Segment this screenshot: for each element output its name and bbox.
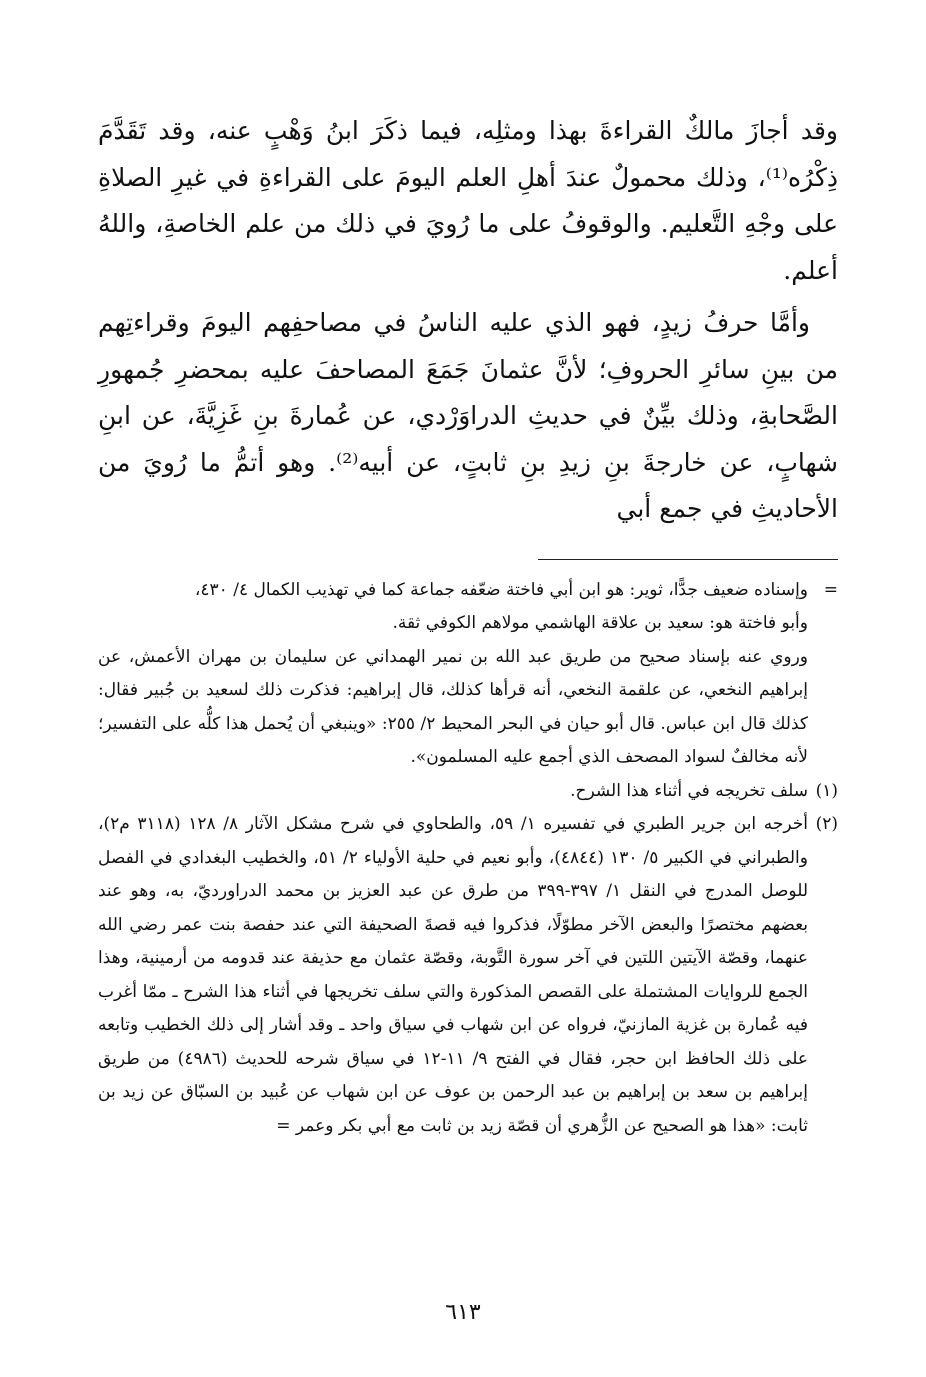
footnotes	[98, 574, 838, 1144]
continuation-marker: =	[823, 579, 838, 600]
main-text	[98, 108, 838, 533]
footnote-2	[98, 808, 838, 1143]
footnote-continued-paragraph: وروي عنه بإسناد صحيح من طريق عبد الله بن نمير الهمداني عن سليمان بن مهران الأعمش، عن إبراهيم النخعي، عن علقمة النخعي، أنه قرأها كذلك، قال إبراهيم: فذكرت ذلك لسعيد بن جُبير فقال: كذلك قال ابن عباس. قال أبو حيان في البحر المحيط ٢/ ٢٥٥: «وينبغي أن يُحمل هذا كلُّه على التفسير؛ لأنه مخالفٌ لسواد المصحف الذي أجمع عليه المسلمون».	[98, 646, 808, 767]
footnote-1-text: سلف تخريجه في أثناء هذا الشرح.	[570, 780, 808, 801]
footnote-continued-line-1: وإسناده ضعيف جدًّا، ثوير: هو ابن أبي فاختة ضعّفه جماعة كما في تهذيب الكمال ٤/ ٤٣٠،	[194, 579, 808, 600]
footnote-continued-line-2: وأبو فاختة هو: سعيد بن علاقة الهاشمي مولاهم الكوفي ثقة.	[392, 613, 808, 633]
main-paragraph-2: وأمَّا حرفُ زيدٍ، فهو الذي عليه الناسُ في مصاحفِهم اليومَ وقراءتِهم من بينِ سائرِ الحروفِ؛ لأنَّ عثمانَ جَمَعَ المصاحفَ عليه بمحضرِ جُمهورِ الصَّحابةِ، وذلك بيِّنٌ في حديثِ الدراوَرْدي، عن عُمارةَ بنِ غَزِيَّةَ، عن ابنِ شهابٍ، عن خارجةَ بنِ زيدِ بنِ ثابتٍ، عن أبيه⁽²⁾. وهو أتمُّ ما رُويَ من الأحاديثِ في جمع أبي	[98, 308, 838, 523]
page-number: ٦١٣	[445, 1300, 481, 1325]
page-body	[98, 108, 838, 1143]
main-paragraph-1: وقد أجازَ مالكٌ القراءةَ بهذا ومثلِه، فيما ذكَرَ ابنُ وَهْبٍ عنه، وقد تَقَدَّمَ ذِكْرُه⁽¹⁾، وذلك محمولٌ عندَ أهلِ العلم اليومَ على القراءةِ في غيرِ الصلاةِ على وجْهِ التَّعليم. والوقوفُ على ما رُويَ في ذلك من علم الخاصةِ، واللهُ أعلم.	[98, 116, 838, 285]
footnote-1-marker: (١)	[815, 780, 838, 801]
footnote-2-text: أخرجه ابن جرير الطبري في تفسيره ١/ ٥٩، والطحاوي في شرح مشكل الآثار ٨/ ١٢٨ (٣١١٨ م٢)، والطبراني في الكبير ٥/ ١٣٠ (٤٨٤٤)، وأبو نعيم في حلية الأولياء ٢/ ٥١، والخطيب البغدادي في الفصل للوصل المدرج في النقل ١/ ٣٩٧-٣٩٩ من طرق عن عبد العزيز بن محمد الدراورديّ، به، وهو عند بعضهم مختصرًا والبعض الآخر مطوّلًا، فذكروا فيه قصةَ الصحيفة التي عند حفصة بنت عمر رضي الله عنهما، وقصّة الآيتين اللتين في آخر سورة التَّوبة، وقصّة عثمان مع حذيفة عند قدومه من أرمينية، وهذا الجمع للروايات المشتملة على القصص المذكورة والتي سلف تخريجها في أثناء هذا الشرح ـ ممّا أغرب فيه عُمارة بن غزية المازنيّ، فرواه عن ابن شهاب في سياق واحد ـ وقد أشار إلى ذلك الخطيب وتابعه على ذلك الحافظ ابن حجر، فقال في الفتح ٩/ ١١-١٢ في سياق شرحه للحديث (٤٩٨٦) من طريق إبراهيم بن سعد بن إبراهيم بن عبد الرحمن بن عوف عن ابن شهاب عن عُبيد بن السبّاق عن زيد بن ثابت: «هذا هو الصحيح عن الزُّهري أن قصّة زيد بن ثابت مع أبي بكر وعمر =	[98, 814, 809, 1136]
footnote-2-marker: (٢)	[815, 814, 838, 834]
footnote-separator	[538, 559, 838, 560]
footnote-continued	[98, 574, 838, 641]
footnote-1	[98, 775, 838, 809]
